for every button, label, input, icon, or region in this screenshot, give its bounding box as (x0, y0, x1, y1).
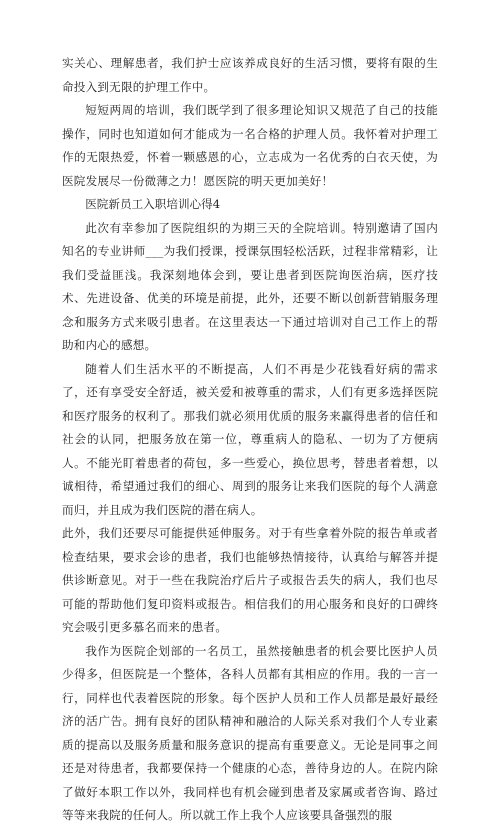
paragraph-planning-dept: 我作为医院企划部的一名员工，虽然接触患者的机会要比医护人员少得多，但医院是一个整体，各科人员都有其相应的作用。我的一言一行，同样也代表着医院的形象。每个医护人员和工作人员都是最好最经济的活广告。拥有良好的团队精神和融洽的人际关系对我们个人专业素质的提高以及服务质量和服务意识的提高有重要意义。无论是同事之间还是对待患者，我都要保持一个健康的心态，善待身边的人。在院内除了做好本职工作以外，我同样也有机会碰到患者及家属或者咨询、路过等等来我院的任何人。所以就工作上我个人应该要具备强烈的服 (62, 643, 438, 822)
paragraph-extended-service: 此外，我们还要尽可能提供延伸服务。对于有些拿着外院的报告单或者检查结果，要求会诊的患者，我们也能够热情接待，认真给与解答并提供诊断意见。对于一些在我院治疗后片子或报告丢失的病人，我们也尽可能的帮助他们复印资料或报告。相信我们的用心服务和良好的口碑终究会吸引更多慕名而来的患者。 (62, 526, 438, 634)
paragraph-continuation: 实关心、理解患者，我们护士应该养成良好的生活习惯，要将有限的生命投入到无限的护理工作中。 (62, 56, 438, 94)
paragraph-training-summary: 短短两周的培训，我们既学到了很多理论知识又规范了自己的技能操作，同时也知道如何才能成为一名合格的护理人员。我怀着对护理工作的无限热爱，怀着一颗感恩的心，立志成为一名优秀的白衣天使，为医院发展尽一份微薄之力！愿医院的明天更加美好！ (62, 103, 438, 188)
section-heading: 医院新员工入职培训心得4 (85, 197, 221, 211)
paragraph-patient-needs: 随着人们生活水平的不断提高，人们不再是少花钱看好病的需求了，还有享受安全舒适，被关爱和被尊重的需求，人们有更多选择医院和医疗服务的权利了。那我们就必须用优质的服务来赢得患者的信任和社会的认同，把服务放在第一位，尊重病人的隐私、一切为了方便病人。不能光盯着患者的荷包，多一些爱心，换位思考，替患者着想，以诚相待，希望通过我们的细心、周到的服务让来我们医院的每个人满意而归，并且成为我们医院的潜在病人。 (62, 361, 438, 517)
paragraph-training-intro: 此次有幸参加了医院组织的为期三天的全院培训。特别邀请了国内知名的专业讲师___为我们授课，授课氛围轻松活跃，过程非常精彩，让我们受益匪浅。我深刻地体会到，要让患者到医院询医治病，医疗技术、先进设备、优美的环境是前提，此外，还要不断以创新营销服务理念和服务方式来吸引患者。在这里表达一下通过培训对自己工作上的帮助和内心的感想。 (62, 220, 438, 352)
